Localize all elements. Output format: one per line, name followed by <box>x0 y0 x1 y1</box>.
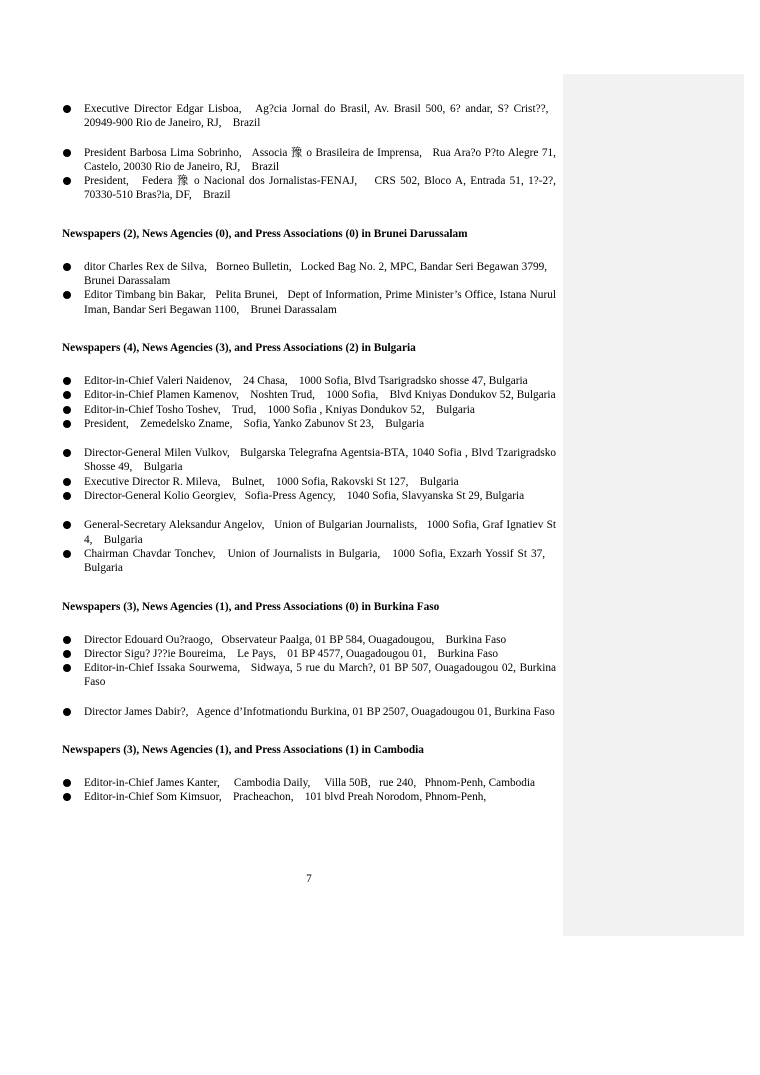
bullet-icon <box>63 177 71 185</box>
list-item <box>62 547 556 576</box>
group-spacer <box>62 690 556 705</box>
list-item <box>62 475 556 489</box>
list-item <box>62 374 556 388</box>
list-item-text: Editor-in-Chief Plamen Kamenov, Noshten Trud, 1000 Sofia, Blvd Kniyas Dondukov 52, Bulgaria <box>84 389 556 402</box>
list-item <box>62 518 556 547</box>
list-item <box>62 288 556 317</box>
bullet-icon <box>63 550 71 558</box>
list-item <box>62 260 556 289</box>
list-item-text: Director-General Kolio Georgiev, Sofia-Press Agency, 1040 Sofia, Slavyanska St 29, Bulgaria <box>84 490 525 503</box>
bullet-icon <box>63 420 71 428</box>
list-item-text: Editor-in-Chief Som Kimsuor, Pracheachon, 101 blvd Preah Norodom, Phnom-Penh, <box>84 791 487 804</box>
list-item <box>62 102 556 131</box>
bullet-icon <box>63 449 71 457</box>
list-item-text: Executive Director R. Mileva, Bulnet, 1000 Sofia, Rakovski St 127, Bulgaria <box>84 475 459 488</box>
list-item-text: Executive Director Edgar Lisboa, Ag?cia Jornal do Brasil, Av. Brasil 500, 6? andar, S? Crist??, 20949-900 Rio de Janeiro, RJ, Brazil <box>84 103 556 130</box>
document-body <box>62 102 556 805</box>
bullet-icon <box>63 377 71 385</box>
list-item <box>62 647 556 661</box>
bullet-icon <box>63 492 71 500</box>
list-item <box>62 417 556 431</box>
list-item-text: Director Sigu? J??ie Boureima, Le Pays, 01 BP 4577, Ouagadougou 01, Burkina Faso <box>84 647 499 660</box>
bullet-icon <box>63 779 71 787</box>
section-heading: Newspapers (3), News Agencies (1), and Press Associations (0) in Burkina Faso <box>62 600 440 613</box>
bullet-icon <box>63 105 71 113</box>
bullet-icon <box>63 406 71 414</box>
list-item <box>62 446 556 475</box>
bullet-icon <box>63 664 71 672</box>
list-item <box>62 403 556 417</box>
comment-pane <box>563 74 744 936</box>
list-item <box>62 790 556 804</box>
list-item <box>62 146 556 175</box>
bullet-icon <box>63 478 71 486</box>
bullet-icon <box>63 521 71 529</box>
bullet-icon <box>63 650 71 658</box>
group-spacer <box>62 431 556 446</box>
bullet-icon <box>63 391 71 399</box>
section-heading: Newspapers (3), News Agencies (1), and Press Associations (1) in Cambodia <box>62 744 424 757</box>
list-item-text: President, Zemedelsko Zname, Sofia, Yanko Zabunov St 23, Bulgaria <box>84 417 425 430</box>
list-item-text: President, Federa 豫 o Nacional dos Jornalistas-FENAJ, CRS 502, Bloco A, Entrada 51, 1?-2?, 70330-510 Bras?ia, DF, Brazil <box>84 175 556 202</box>
list-item <box>62 174 556 203</box>
list-item <box>62 705 556 719</box>
list-item-text: Chairman Chavdar Tonchev, Union of Journalists in Bulgaria, 1000 Sofia, Exzarh Yossif St 37, Bulgaria <box>84 547 556 575</box>
list-item-text: Director Edouard Ou?raogo, Observateur Paalga, 01 BP 584, Ouagadougou, Burkina Faso <box>84 633 507 646</box>
list-item <box>62 388 556 402</box>
bullet-icon <box>63 636 71 644</box>
list-item <box>62 776 556 790</box>
page-number: 7 <box>306 873 312 885</box>
list-item-text: General-Secretary Aleksandur Angelov, Union of Bulgarian Journalists, 1000 Sofia, Graf Ignatiev St 4, Bulgaria <box>84 519 556 546</box>
bullet-icon <box>63 149 71 157</box>
list-item-text: Editor-in-Chief Issaka Sourwema, Sidwaya, 5 rue du March?, 01 BP 507, Ouagadougou 02, Burkina Faso <box>84 662 556 689</box>
group-spacer <box>62 503 556 518</box>
list-item <box>62 489 556 503</box>
group-spacer <box>62 131 556 146</box>
bullet-icon <box>63 793 71 801</box>
list-item-text: Director-General Milen Vulkov, Bulgarska Telegrafna Agentsia-BTA, 1040 Sofia , Blvd Tzarigradsko Shosse 49, Bulgaria <box>84 447 556 474</box>
bullet-icon <box>63 291 71 299</box>
list-item <box>62 633 556 647</box>
bullet-icon <box>63 263 71 271</box>
list-item-text: Editor-in-Chief James Kanter, Cambodia Daily, Villa 50B, rue 240, Phnom-Penh, Cambodia <box>84 777 536 790</box>
bullet-icon <box>63 708 71 716</box>
list-item-text: Editor-in-Chief Tosho Toshev, Trud, 1000 Sofia , Kniyas Dondukov 52, Bulgaria <box>84 403 475 416</box>
section-heading: Newspapers (2), News Agencies (0), and Press Associations (0) in Brunei Darussalam <box>62 227 468 240</box>
section-heading: Newspapers (4), News Agencies (3), and Press Associations (2) in Bulgaria <box>62 341 416 354</box>
list-item-text: Editor-in-Chief Valeri Naidenov, 24 Chasa, 1000 Sofia, Blvd Tsarigradsko shosse 47, Bulgaria <box>84 374 528 387</box>
list-item-text: President Barbosa Lima Sobrinho, Associa 豫 o Brasileira de Imprensa, Rua Ara?o P?to Alegre 71, Castelo, 20030 Rio de Janeiro, RJ, Brazil <box>84 146 556 173</box>
list-item-text: Director James Dabir?, Agence d’Infotmationdu Burkina, 01 BP 2507, Ouagadougou 01, Burkina Faso <box>84 705 555 718</box>
list-item-text: Editor Timbang bin Bakar, Pelita Brunei, Dept of Information, Prime Minister’s Office, Istana Nurul Iman, Bandar Seri Begawan 1100, Brunei Darassalam <box>84 289 556 316</box>
list-item <box>62 661 556 690</box>
list-item-text: ditor Charles Rex de Silva, Borneo Bulletin, Locked Bag No. 2, MPC, Bandar Seri Begawan 3799, Brunei Darassalam <box>84 260 556 288</box>
